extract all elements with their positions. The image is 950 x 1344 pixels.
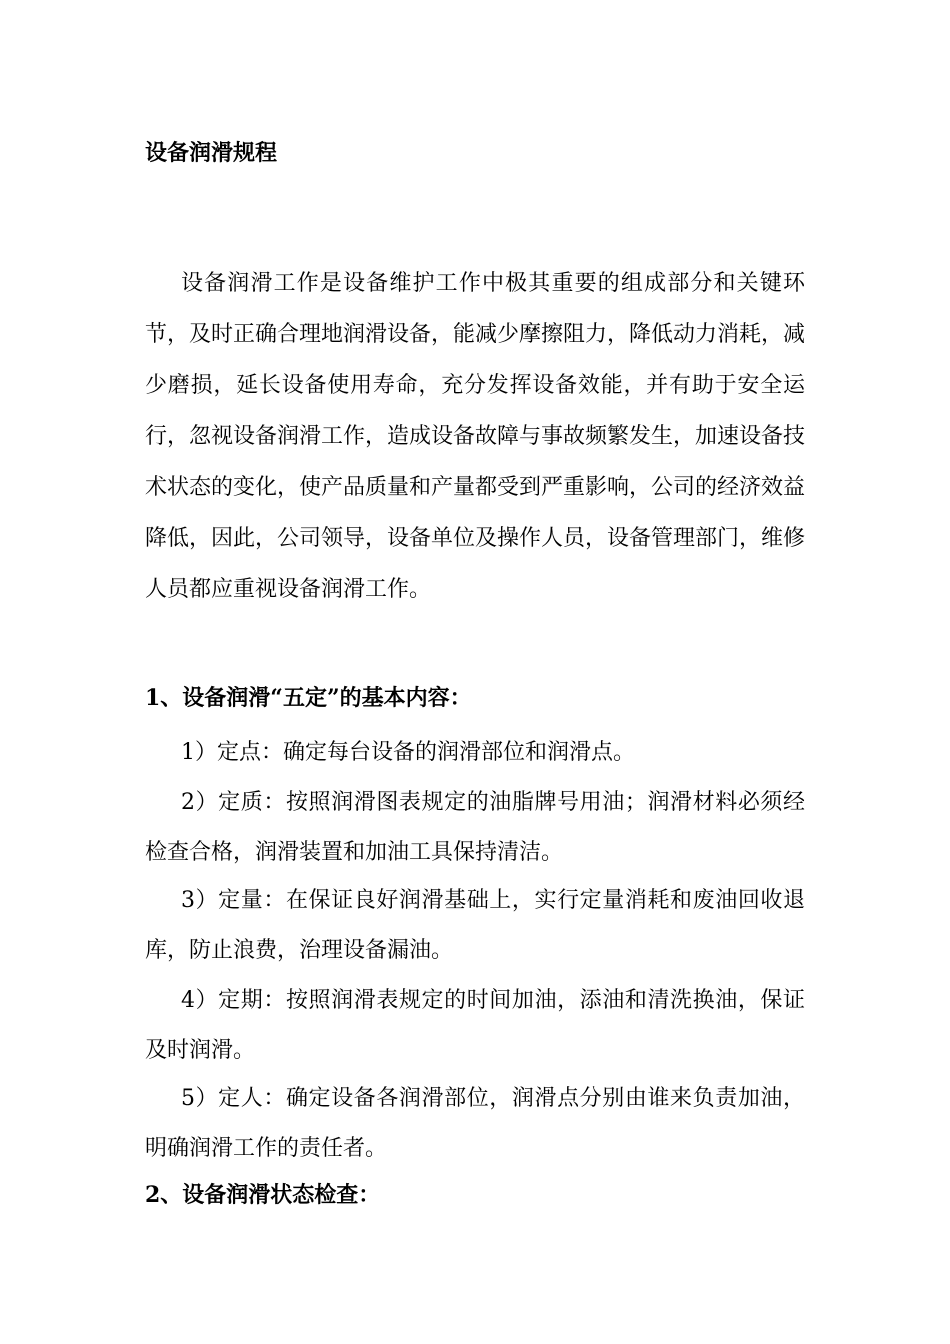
- intro-paragraph: 设备润滑工作是设备维护工作中极其重要的组成部分和关键环节，及时正确合理地润滑设备，能减少摩擦阻力，降低动力消耗，减少磨损，延长设备使用寿命，充分发挥设备效能，并有助于安全运行，忽视设备润滑工作，造成设备故障与事故频繁发生，加速设备技术状态的变化，使产品质量和产量都受到严重影响，公司的经济效益降低，因此，公司领导，设备单位及操作人员，设备管理部门，维修人员都应重视设备润滑工作。: [145, 271, 806, 602]
- list-item-fixed-point: 1）定点：确定每台设备的润滑部位和润滑点。: [181, 740, 635, 765]
- section-heading-five-fixed: 1、设备润滑“五定”的基本内容：: [145, 685, 472, 711]
- list-item-fixed-period: 4）定期：按照润滑表规定的时间加油，添油和清洗换油，保证及时润滑。: [145, 988, 805, 1063]
- page-title: 设备润滑规程: [145, 140, 278, 166]
- list-item-fixed-quantity: 3）定量：在保证良好润滑基础上，实行定量消耗和废油回收退库，防止浪费，治理设备漏油。: [145, 888, 805, 963]
- list-item-fixed-person: 5）定人：确定设备各润滑部位，润滑点分别由谁来负责加油，明确润滑工作的责任者。: [145, 1086, 805, 1161]
- list-item-fixed-quality: 2）定质：按照润滑图表规定的油脂牌号用油；润滑材料必须经检查合格，润滑装置和加油工具保持清洁。: [145, 790, 805, 865]
- section-heading-status-check: 2、设备润滑状态检查：: [145, 1182, 381, 1208]
